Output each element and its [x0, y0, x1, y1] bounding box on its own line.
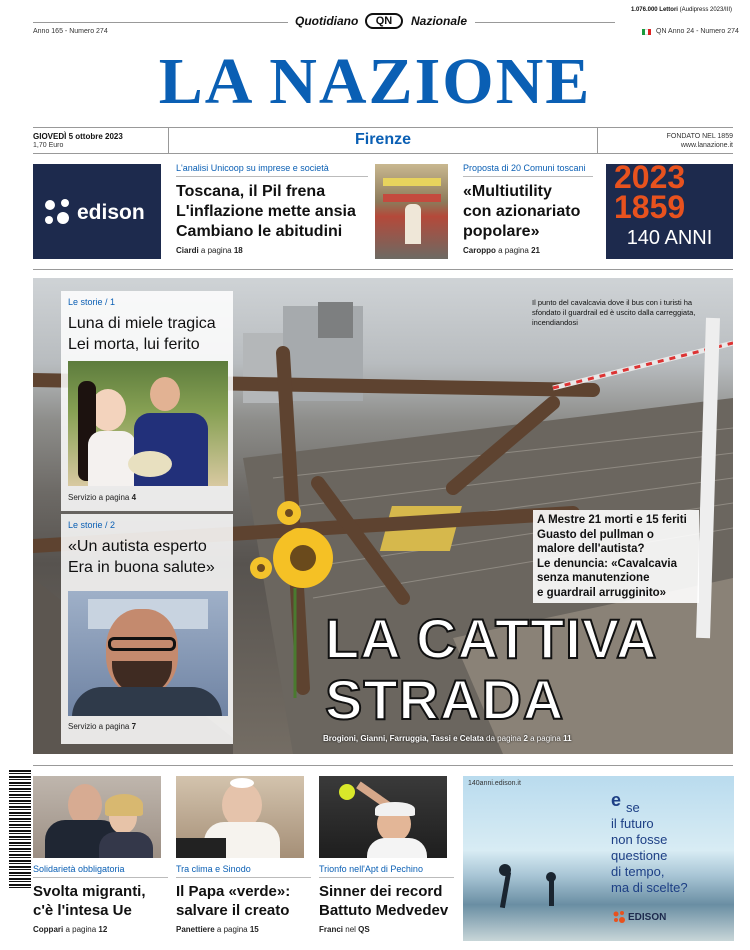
- story-headline-line: Era in buona salute»: [68, 559, 215, 576]
- barcode: [9, 770, 31, 888]
- story-credit: [319, 925, 454, 934]
- founded-note: FONDATO NEL 1859: [666, 133, 733, 140]
- readers-count: [631, 7, 732, 13]
- story-headline-line: Lei morta, lui ferito: [68, 336, 200, 353]
- child-head: [546, 872, 556, 882]
- story-credit: [33, 925, 168, 934]
- page-number: 7: [131, 722, 137, 731]
- story-pope[interactable]: [176, 864, 311, 934]
- main-story-authors: Brogioni, Gianni, Farruggia, Tassi: [323, 734, 451, 743]
- page-ref: nel: [345, 925, 356, 934]
- summary-box: [533, 510, 699, 603]
- divider: [475, 22, 615, 23]
- edition-name[interactable]: Firenze: [354, 131, 411, 148]
- story-headline-line: Luna di miele tragica: [68, 315, 216, 332]
- story-headline-line: Svolta migranti,: [33, 883, 146, 900]
- service-ref: Servizio a pagina: [68, 493, 130, 502]
- migranti-photo: [33, 776, 161, 858]
- authors-joiner: e: [453, 734, 458, 743]
- shopper-figure: [405, 204, 421, 244]
- page-ref: a pagina: [200, 246, 232, 255]
- story-kicker: Trionfo nell'Apt di Pechino: [319, 864, 423, 874]
- divider: [33, 269, 733, 270]
- story-migranti[interactable]: [33, 864, 168, 934]
- issue-date: GIOVEDÌ 5 ottobre 2023: [33, 132, 123, 141]
- page-number: 11: [563, 734, 572, 743]
- website-link[interactable]: www.lanazione.it: [680, 142, 733, 149]
- player-shirt: [367, 838, 427, 858]
- story-author: Franci: [319, 925, 344, 934]
- page-ref: a pagina: [498, 246, 529, 255]
- main-headline[interactable]: [325, 608, 657, 730]
- page-number: 18: [233, 246, 243, 255]
- summary-line: Guasto del pullman o: [537, 528, 654, 541]
- story-headline-line: Sinner dei record: [319, 883, 443, 900]
- edison-logo-icon: [612, 910, 626, 924]
- page-number: 2: [523, 734, 528, 743]
- nav-quotidiano[interactable]: Quotidiano: [295, 14, 359, 28]
- story-author: Caroppo: [463, 246, 496, 255]
- laptop: [176, 838, 226, 858]
- side-story-honeymoon[interactable]: [61, 291, 233, 511]
- to-page-ref: a pagina: [530, 734, 561, 743]
- story-credit: [68, 493, 136, 502]
- italy-flag-icon: [642, 29, 651, 35]
- service-ref: Servizio a pagina: [68, 722, 130, 731]
- story-headline-line: Cambiano le abitudini: [176, 223, 343, 240]
- story-kicker: Solidarietà obbligatoria: [33, 864, 125, 874]
- nav-nazionale[interactable]: Nazionale: [411, 14, 468, 28]
- shelf: [383, 178, 441, 186]
- page-number: 12: [98, 925, 108, 934]
- divider: [33, 765, 733, 766]
- page-number: 15: [249, 925, 259, 934]
- story-kicker: Le storie / 2: [68, 520, 116, 530]
- story-credit: [176, 246, 368, 255]
- divider: [33, 127, 733, 128]
- tennis-ball-icon: [339, 784, 355, 800]
- story-kicker: Proposta di 20 Comuni toscani: [463, 163, 586, 173]
- story-kicker: Tra clima e Sinodo: [176, 864, 251, 874]
- readers-source: (Audipress 2023/III): [679, 7, 732, 13]
- edison-logo-icon: [41, 196, 75, 230]
- main-story-credit: [323, 734, 572, 743]
- divider: [33, 22, 288, 23]
- ad-brand: EDISON: [628, 912, 667, 923]
- page-ref: a pagina: [216, 925, 248, 934]
- readers-figure: 1.076.000 Lettori: [630, 7, 678, 13]
- groom-face: [150, 377, 180, 411]
- main-headline-line: STRADA: [325, 668, 565, 731]
- child-silhouette: [549, 880, 554, 906]
- story-author: Coppari: [33, 925, 64, 934]
- price: 1,70 Euro: [33, 142, 64, 149]
- summary-line: Le denuncia: «Cavalcavia: [537, 557, 677, 570]
- story-kicker: L'analisi Unicoop su imprese e società: [176, 163, 329, 173]
- ad-copy-line: di tempo,: [611, 864, 665, 879]
- child-silhouette: [500, 872, 511, 908]
- edison-wordmark: edison: [77, 201, 145, 224]
- driver-shirt: [72, 687, 222, 716]
- story-headline-line: «Multiutility: [463, 183, 552, 200]
- story-credit: [463, 246, 593, 255]
- story-headline-line: L'inflazione mette ansia: [176, 203, 356, 220]
- child-head: [499, 864, 511, 876]
- story-credit: [68, 722, 136, 731]
- story-credit: [176, 925, 311, 934]
- side-story-driver[interactable]: [61, 514, 233, 744]
- ad-copy-line: non fosse: [611, 832, 668, 847]
- ad-copy-line: questione: [611, 848, 668, 863]
- couple-photo: [68, 361, 228, 486]
- page-number: 4: [131, 493, 137, 502]
- qn-logo[interactable]: QN: [365, 13, 403, 29]
- story-multiutility[interactable]: [463, 163, 593, 255]
- anniversary-years: 2023 1859: [614, 164, 686, 225]
- glasses-icon: [108, 637, 176, 651]
- story-headline: [68, 313, 216, 355]
- main-story-last-author: Celata: [459, 734, 484, 743]
- summary-line: A Mestre 21 morti e 15 feriti: [537, 514, 687, 526]
- story-sinner[interactable]: [319, 864, 454, 934]
- qn-issue-number: QN Anno 24 - Numero 274: [656, 28, 739, 35]
- photo-caption: Il punto del cavalcavia dove il bus con i turisti ha sfondato il guardrail ed è uscito dalla carreggiata, incendiandosi: [532, 298, 696, 327]
- summary-line: malore dell'autista?: [537, 543, 645, 555]
- politician-hair: [105, 794, 143, 816]
- story-author: Panettiere: [176, 925, 215, 934]
- issue-number: Anno 165 - Numero 274: [33, 28, 108, 35]
- story-headline-line: con azionariato: [463, 203, 581, 220]
- pope-photo: [176, 776, 304, 858]
- shelf: [383, 194, 441, 202]
- story-headline-line: Battuto Medvedev: [319, 902, 449, 919]
- driver-photo: [68, 591, 228, 716]
- supermarket-photo: [375, 164, 448, 259]
- story-headline-line: Toscana, il Pil frena: [176, 183, 326, 200]
- story-headline-line: Il Papa «verde»:: [176, 883, 291, 900]
- ad-e: e: [611, 790, 622, 810]
- ad-copy: [611, 800, 688, 896]
- main-headline-line: LA CATTIVA: [325, 607, 658, 670]
- story-kicker: Le storie / 1: [68, 297, 116, 307]
- zucchetto: [230, 778, 254, 788]
- page-ref: a pagina: [65, 925, 97, 934]
- story-headline-line: salvare il creato: [176, 902, 290, 919]
- story-headline-line: «Un autista esperto: [68, 538, 207, 555]
- story-headline-line: popolare»: [463, 223, 540, 240]
- page-number: QS: [358, 925, 370, 934]
- ad-url[interactable]: 140anni.edison.it: [468, 780, 521, 787]
- story-headline-line: c'è l'intesa Ue: [33, 902, 132, 919]
- edison-ad[interactable]: [33, 164, 161, 259]
- bouquet: [128, 451, 172, 477]
- page-number: 21: [531, 246, 540, 255]
- player-cap: [375, 802, 415, 816]
- summary-line: e guardrail arrugginito»: [537, 586, 667, 599]
- from-page-ref: da pagina: [486, 734, 522, 743]
- newspaper-logo[interactable]: LA NAZIONE: [158, 45, 592, 118]
- politician-jacket: [99, 832, 153, 858]
- divider: [33, 153, 733, 154]
- sinner-photo: [319, 776, 447, 858]
- anniversary-label: 140 ANNI: [626, 227, 713, 249]
- story-headline: [68, 536, 215, 578]
- anniversary-box[interactable]: [606, 164, 733, 259]
- bridge-photo: [33, 278, 733, 754]
- ad-copy-line: il futuro: [611, 816, 654, 831]
- ad-copy-line: ma di scelte?: [611, 880, 688, 895]
- story-economy[interactable]: [176, 163, 368, 255]
- edison-140-ad[interactable]: [463, 776, 734, 941]
- story-author: Ciardi: [176, 246, 199, 255]
- summary-line: senza manutenzione: [537, 572, 650, 584]
- ad-copy-line: se: [626, 800, 640, 815]
